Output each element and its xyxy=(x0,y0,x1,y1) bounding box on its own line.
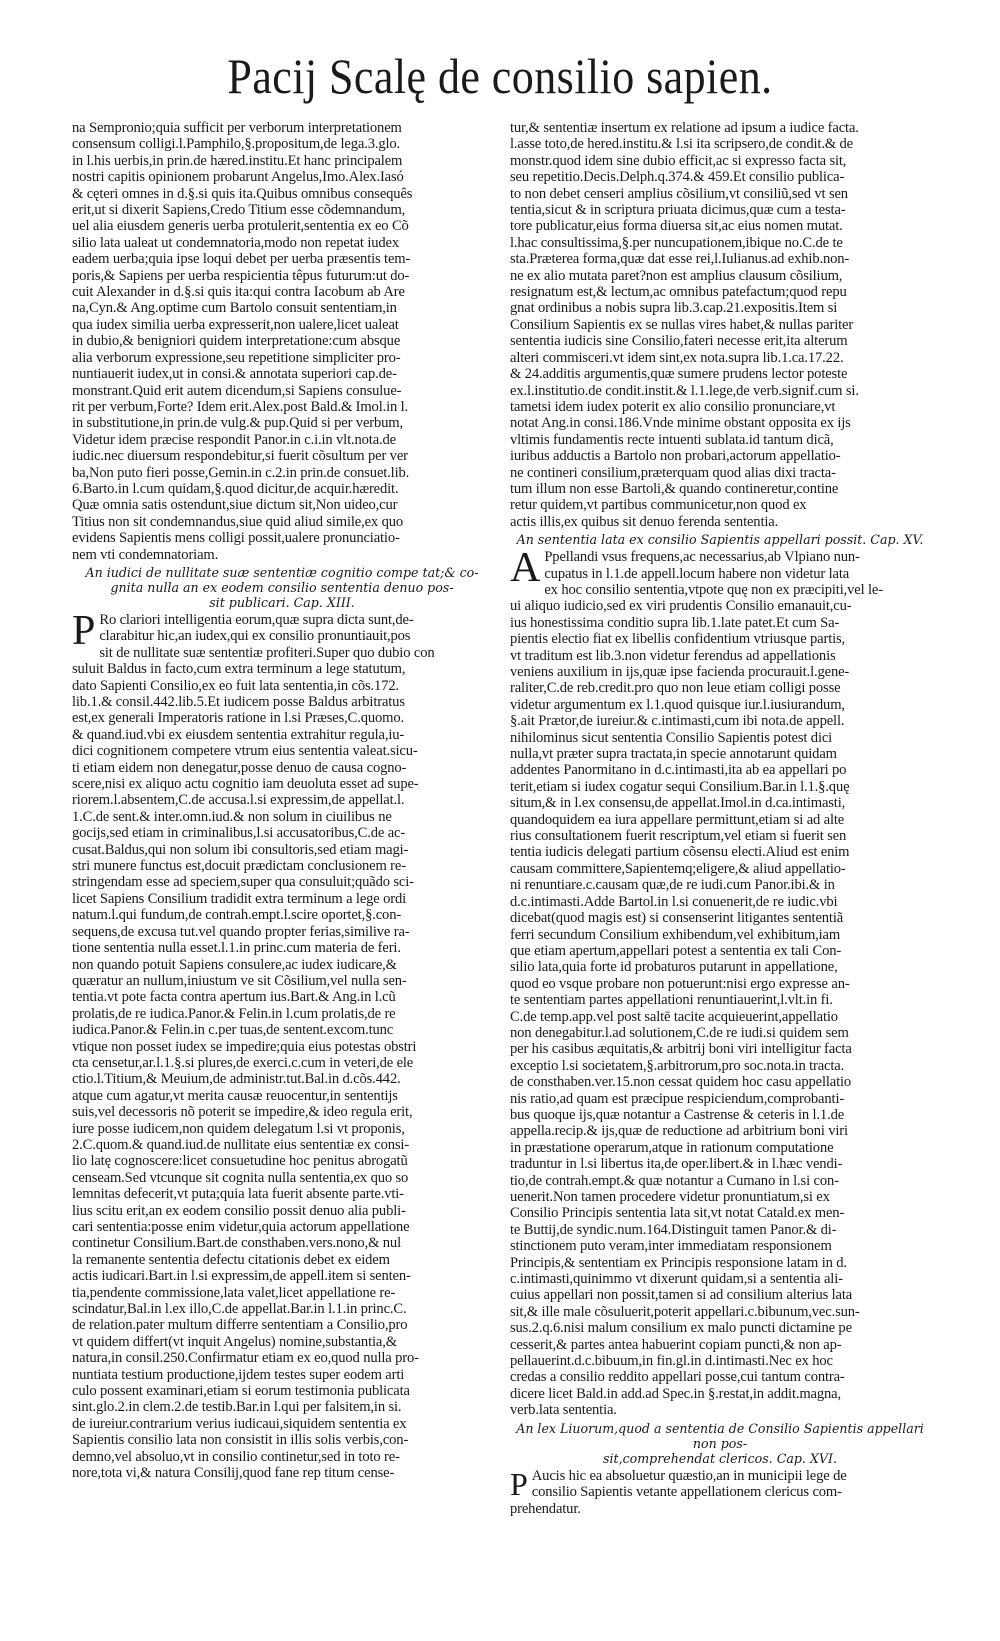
left-text-block-2: Ro clariori intelligentia eorum,quæ supra dicta sunt,de- clarabitur hic,an iudex,qui ex consilio pronuntiauit,pos sit de nullitate suæ sententiæ profiteri.Super quo dubio con suluit Baldus in facto,cum extra terminum a lege statutum, dato Sapienti Consilio,ex eo fuit lata sententia,in cõs.172. lib.1.& consil.442.lib.5.Et iudicem posse Baldus arbitratus est,ex generali Imperatoris ratione in l.si Præses,C.quomo. & quand.iud.vbi ex eiusdem sententia extrahitur regula,iu- dici cognitionem competere vtrum eius sententia valeat.sicu- ti etiam eidem non denegatur,posse denuo de causa cogno- scere,nisi ex aliquo actu cognitio iam deuoluta esset ad supe- riorem.l.absentem,C.de accusa.l.si expressim,de appellat.l. 1.C.de sent.& inter.omn.iud.& non solum in ciuilibus ne gocijs,sed etiam in criminalibus,l.si accusatoribus,C.de ac- cusat.Baldus,qui non solum ibi consultoris,sed etiam magi- stri munere functus est,docuit prædictam conclusionem re- stringendam esse ad speciem,super qua consuluit;quãdo sci- licet Sapiens Consilium tradidit extra terminum a lege ordi natum.l.qui fundum,de contrah.empt.l.scire oportet,§.con- sequens,de excusa tut.vel quando propter ferias,similive ra- tione sententia nulla esset.l.1.in princ.cum materia de feri. non quando potuit Sapiens consulere,ac iudex iudicare,& quæratur an nullum,iniustum ve sit Cõsilium,vel nulla sen- tentia.vt pote facta contra apertum ius.Bart.& Ang.in l.cũ prolatis,de re iudica.Panor.& Felin.in l.cum prolatis,de re iudica.Panor.& Felin.in c.per tuas,de sentent.excom.tunc vtique non posset iudex se impedire;quia eius potestas obstri cta censetur,ar.l.1.§.si plures,de exerci.c.cum in veteri,de ele ctio.l.Titium,& Meuium,de administr.tut.Bal.in d.cõs.442. atque cum agatur,vt merita causæ reuocentur,in sententijs suis,vel decessoris nõ poterit se impedire,& ideo regula erit, iure posse iudicem,non quidem delegatum l.si vt proponis, 2.C.quom.& quand.iud.de nullitate eius sententiæ ex consi- lio latę cognoscere:licet consuetudine hoc penitus abrogatũ censeam.Sed vtcunque sit cognita nulla sententia,ex quo so lemnitas defecerit,vt puta;quia lata fuerit absente parte.vti- lius scitu erit,an ex eodem consilio possit denuo alia publi- cari sententia:posse enim videtur,quia actorum appellatione continetur Consilium.Bart.de consthaben.vers.nono,& nul la remanente sententia defectu citationis debet ex eidem actis iudicari.Bart.in l.si expressim,de appell.item si senten- tia,pendente commissione,lata valet,licet appellatione re- scindatur,Bal.in l.ex illo,C.de appellat.Bar.in l.1.in princ.C. de relation.pater multum differre sententiam a Consilio,pro vt quidem differt(vt inquit Angelus) nomine,substantia,& natura,in consil.250.Confirmatur etiam ex eo,quod nulla pro- nuntiata testium productione,ijdem testes super eodem arti culo possent examinari,etiam si eorum testimonia publicata sint.glo.2.in clem.2.de testib.Bar.in l.qui per falsitem,in si. de iureiur.contrarium verius iudicaui,siquidem sententia ex Sapientis consilio lata non consistit in illis solis verbis,con- demno,vel absoluo,vt in consilio continetur,sed in toto re- nore,tota vi,& natura Consilij,quod fane rep titum cense- xyxy=(72,611,435,1482)
left-text-block-1: na Sempronio;quia sufficit per verborum interpretationem consensum colligi.l.Pamphilo,§.propositum,de lega.3.glo. in l.his uerbis,in prin.de hæred.institu.Et hanc principalem nostri capitis opinionem probarunt Angelus,Imo.Alex.Iasó & cęteri omnes in d.§.si quis ita.Quibus omnibus consequês erit,ut si dixerit Sapiens,Credo Titium esse cõdemnandum, uel alia eiusdem generis uerba protulerit,sententia ex eo Cõ silio lata ualeat ut condemnatoria,modo non repetat iudex eadem uerba;quia ipse loqui debet per uerba præsentis tem- poris,& Sapiens per uerba respicientia têpus futurum:ut do- cuit Alexander in d.§.si quis ita:qui contra Iacobum ab Are na,Cyn.& Ang.optime cum Bartolo consuit sententiam,in qua iudex similia uerba expresserit,non ualere,licet ualeat in dubio,& benigniori quidem interpretatione:cum absque alia verborum expressione,seu repetitione simpliciter pro- nuntiauerit iudex,ut in consi.& annotata superiori cap.de- monstrant.Quid erit autem dicendum,si Sapiens consulue- rit per verbum,Forte? Idem erit.Alex.post Bald.& Imol.in l. in substitutione,in prin.de vulg.& pup.Quid si per verbum, Videtur idem præcise respondit Panor.in c.i.in vlt.nota.de iudic.nec diuersum respondebitur,si fuerit cõsultum per ver ba,Non puto fieri posse,Gemin.in c.2.in prin.de consuet.lib. 6.Barto.in l.cum quidam,§.quod dicitur,de acquir.hæredit. Quæ omnia satis ostendunt,siue dictum sit,Non uideo,cur Titius non sit condemnandus,siue quid aliud simile,ex quo evidens Sapientis mens colligi possit,ualere pronunciatio- nem vti condemnatoriam. xyxy=(72,120,413,563)
chapter-15-body xyxy=(510,545,930,1419)
right-text-block-3: Aucis hic ea absoluetur quæstio,an in municipii lege de consilio Sapientis vetante appellationem clericus com- prehendatur. xyxy=(510,1467,847,1517)
running-head: Pacij Scalę de consilio sapien. xyxy=(227,48,773,104)
chapter-heading-16: An lex Liuorum,quod a sententia de Consilio Sapientis appellari non pos- sit,comprehendat clericos. Cap. XVI. xyxy=(516,1420,924,1466)
right-text-block-1: tur,& sententiæ insertum ex relatione ad ipsum a iudice facta. l.asse toto,de hered.institu.& l.si ita scripsero,de condit.& de monstr.quod idem sine dubio efficit,ac si expresso facta sit, seu repetitio.Decis.Delph.q.374.& 459.Et consilio publica- to non debet censeri amplius cõsilium,vt consiliũ,sed vt sen tentia,sicut & in scriptura priuata dicimus,quæ cum a testa- tore publicatur,eius forma diuersa sit,ac eius nomen mutat. l.hac consultissima,§.per nuncupationem,ibique no.C.de te sta.Præterea forma,quæ dat esse rei,l.Iulianus.ad exhib.non- ne ex alio mutata paret?non est amplius clausum cõsilium, resignatum est,& lectum,ac omnibus patefactum;quod repu gnat ordinibus a nobis supra lib.3.cap.21.expositis.Item si Consilium Sapientis ex se nullas vires habet,& nullas pariter sententia iudicis sine Consilio,fateri necesse erit,ita alterum alteri commisceri.vt idem sint,ex nota.supra lib.1.ca.17.22. & 24.additis argumentis,quæ sumere prudens lector poteste ex.l.institutio.de condit.instit.& l.1.lege,de verb.signif.cum si. tametsi idem iudex poterit ex alio consilio pronunciare,vt notat Ang.in consi.186.Vnde minime obstant opposita ex ijs vltimis fundamentis recte intuenti sublata.id tantum dicã, iuribus adductis a Bartolo non probari,actorum appellatio- ne contineri consilium,præterquam quod alias dixi tracta- tum illum non esse Bartoli,& quando contineretur,contine retur quidem,vt partibus communicetur,non quod ex actis illis,ex quibus sit denuo ferenda sententia. xyxy=(510,120,859,530)
right-text-block-2: Ppellandi vsus frequens,ac necessarius,ab Vlpiano nun- cupatus in l.1.de appell.locum habere non videtur lata ex hoc consilio sententia,vtpote quę non ex præcipiti,vel le- ui aliquo iudicio,sed ex viri prudentis Consilio emanauit,cu- ius honestissima conditio supra lib.1.late patet.Et cum Sa- pientis electio fiat ex libellis confidentium vtriusque partis, vt traditum est lib.3.non videtur ferendus ad appellationis veniens auxilium in ijs,quæ ipse facienda procurauit.l.gene- raliter,C.de reb.credit.pro quo non leue etiam colligi posse videtur argumentum ex l.1.quod quisque iur.l.iusiurandum, §.ait Prætor,de iureiur.& c.intimasti,cum ibi nota.de appell. nihilominus sicut sententia Consilio Sapientis potest dici nulla,vt præter supra tractata,in specie annotarunt quidam addentes Panormitano in d.c.intimasti,ita ab ea appellari po terit,etiam si iudex cogatur sequi Consilium.Bar.in l.1.§.quę situm,& in l.ex consensu,de appellat.Imol.in d.ca.intimasti, quandoquidem ea iura appellare permittunt,etiam si ad alte rius consultationem fuerit rescriptum,vel etiam si fuerit sen tentia iudicis delegati partium cõsensu electi.Aliud est enim causam committere,Sapientemq;eligere,& aliud appellatio- ni renuntiare.c.causam quæ,de re iudi.cum Panor.ibi.& in d.c.intimasti.Adde Bartol.in l.si conuenerit,de re iudic.vbi dicebat(quod magis est) si consenserint litigantes sententiã ferri secundum Consilium exhibendum,vel exhibitum,iam que etiam apertum,appellari potest a sententia ex tali Con- silio lata,quia forte id probaturos putarunt in appellatione, quod eo vsque probare non potuerunt:nisi ergo expresse an- te sententiam partes appellationi renuntiauerint,l.vlt.in fi. C.de temp.app.vel post saltē tacite acquieuerint,appellatio non denegabitur.l.ad solutionem,C.de re iudi.si quidem sem per his casibus æquitatis,& arbitrij boni viri intelligitur facta exceptio l.si societatem,§.arbitrorum,pro soc.nota.in tracta. de consthaben.ver.15.non cessat quidem hoc casu appellatio nis ratio,ad quam est præcipue respiciendum,comprobanti- bus quoque ijs,quæ notantur a Castrense & ceteris in l.1.de appella.recip.& ijs,quæ de reductione ad arbitrium boni viri in præstatione operarum,atque in rationum computatione traduntur in l.si libertus ita,de oper.libert.& in l.hæc vendi- tio,de contrah.empt.& quæ notantur a Cumano in l.si con- uenerit.Non tamen procedere videtur pronuntiatum,si ex Consilio Principis sententia lata sit,vt notat Catald.ex men- te Buttij,de syndic.num.164.Distinguit tamen Panor.& di- stinctionem puto veram,inter immediatam responsionem Principis,& sententiam ex Principis responsione latam in d. c.intimasti,quinimmo vt dixerunt quidam,si a sententia ali- cuius appellari non possit,tamen si ad consilium alterius lata sit,& ille male cõsuluerit,poterit appellari.c.bibunum,vec.sun- sus.2.q.6.nisi malum consilium ex malo puncti dictamine pe cesserit,& partes antea habuerint copiam puncti,& non ap- pellauerint.d.c.bibuum,in fin.gl.in d.intimasti.Nec ex hoc credas a consilio reddito appellari posse,cui tantum contra- dicere licet Bald.in add.ad Spec.in §.restat,in addit.magna, verb.lata sententia. xyxy=(510,549,883,1419)
dropcap-a: A xyxy=(510,545,541,592)
chapter-heading-15: An sententia lata ex consilio Sapientis appellari possit. Cap. XV. xyxy=(516,532,924,548)
right-column xyxy=(510,120,930,1517)
chapter-heading-13: An iudici de nullitate suæ sententiæ cognitio compe tat;& co- gnita nulla an ex eodem consilio sententia denuo pos- sit publicari. Cap. XIII. xyxy=(85,564,479,610)
dropcap-p: P xyxy=(72,607,96,654)
dropcap-p-2: P xyxy=(510,1465,528,1502)
chapter-16-body xyxy=(510,1465,930,1517)
left-column xyxy=(72,120,492,1482)
chapter-13-body xyxy=(72,607,492,1482)
